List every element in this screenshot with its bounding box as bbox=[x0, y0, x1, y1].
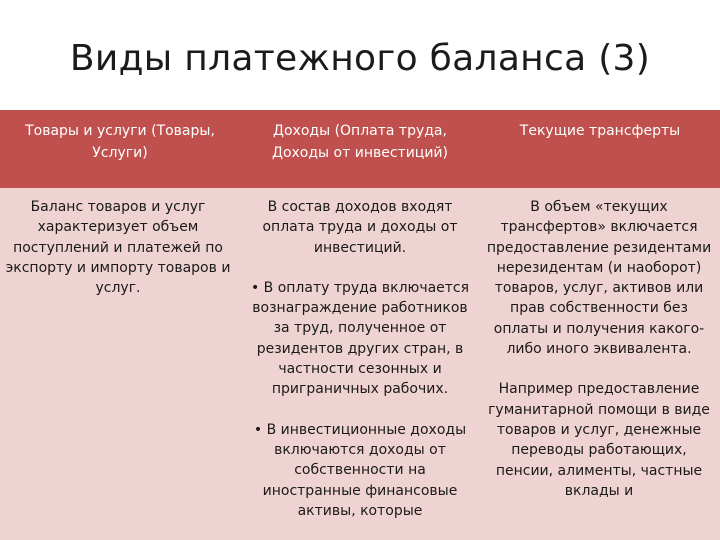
cell-current-transfers bbox=[480, 188, 720, 540]
slide-title: Виды платежного баланса (3) bbox=[69, 38, 651, 79]
income-labor-text: • В оплату труда включается вознаграждение работников за труд, полученное от резидентов других стран, в частности сезонных и приграничных рабочих. bbox=[250, 279, 470, 398]
header-goods-services: Товары и услуги (Товары, Услуги) bbox=[0, 110, 240, 188]
header-income: Доходы (Оплата труда, Доходы от инвестиций) bbox=[240, 110, 480, 188]
cell-goods-services bbox=[0, 188, 240, 540]
transfers-definition-text: В объем «текущих трансфертов» включается предоставление резидентами нерезидентам (и наоборот) товаров, услуг, активов или прав собственности без оплаты и получения какого-либо иного эквивалента. bbox=[486, 199, 712, 358]
income-intro-text: В состав доходов входят оплата труда и доходы от инвестиций. bbox=[262, 199, 458, 256]
cell-income bbox=[240, 188, 480, 540]
balance-types-table bbox=[0, 110, 720, 540]
header-current-transfers: Текущие трансферты bbox=[480, 110, 720, 188]
goods-services-text: Баланс товаров и услуг характеризует объем поступлений и платежей по экспорту и импорту товаров и услуг. bbox=[5, 199, 231, 297]
transfers-example-text: Например предоставление гуманитарной помощи в виде товаров и услуг, денежные переводы работающих, пенсии, алименты, частные вклады и bbox=[488, 381, 710, 499]
income-investment-text: • В инвестиционные доходы включаются доходы от собственности на иностранные финансовые активы, которые bbox=[253, 421, 467, 519]
